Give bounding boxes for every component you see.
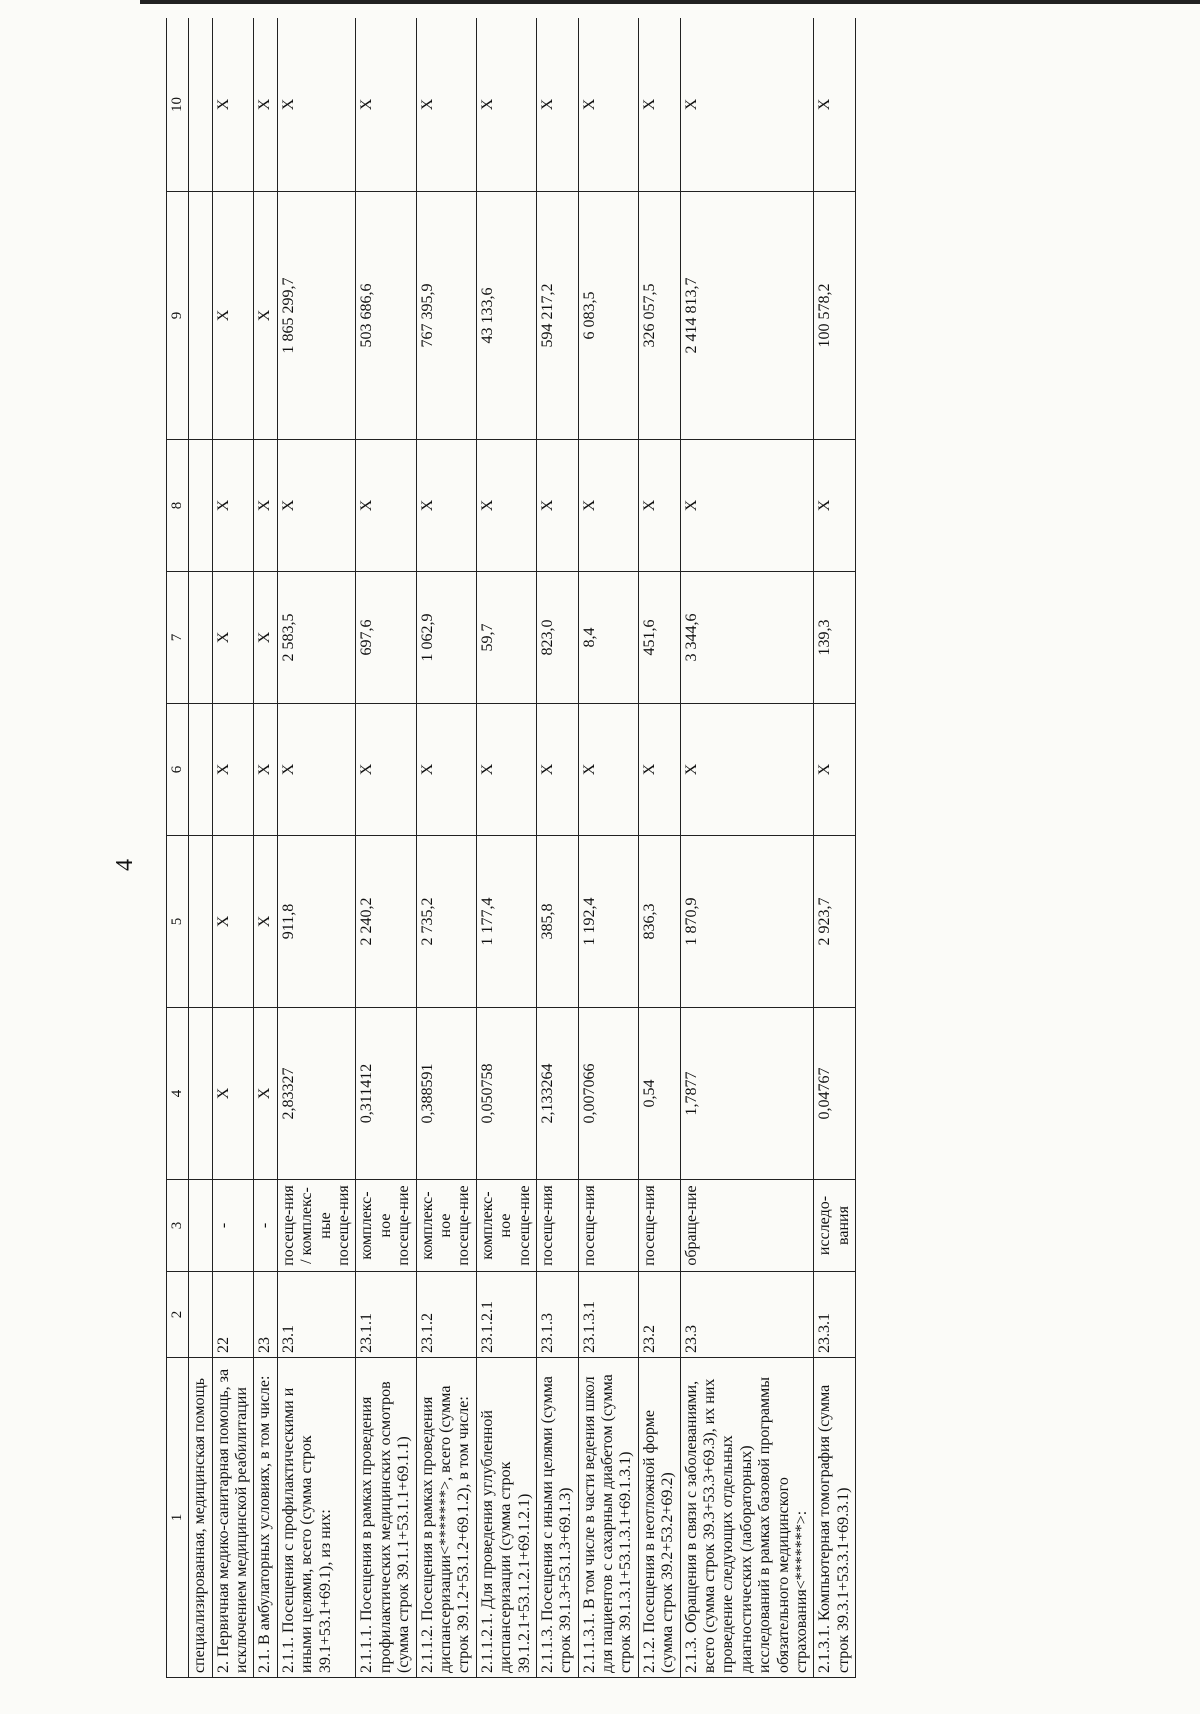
row-code: 23.1.2.1 <box>476 1272 536 1358</box>
row-name: 2.1.1.3.1. В том числе в части ведения школ для пациентов с сахарным диабетом (сумма строк 39.1.3.1+53.1.3.1+69.1.3.1) <box>578 1358 638 1678</box>
col9-value: 6 083,5 <box>578 192 638 440</box>
row-unit: посеще-ния / комплекс-ные посеще-ния <box>277 1180 356 1272</box>
col5-value: 1 177,4 <box>476 836 536 1008</box>
row-name: 2.1.2. Посещения в неотложной форме (сумма строк 39.2+53.2+69.2) <box>638 1358 680 1678</box>
row-code: 23.1.3.1 <box>578 1272 638 1358</box>
col4-value: 1,7877 <box>680 1008 814 1180</box>
col5-value: 2 923,7 <box>814 836 856 1008</box>
table-row <box>212 18 254 1678</box>
col6-value: Х <box>212 704 254 836</box>
col6-value: Х <box>356 704 416 836</box>
col9-value: 503 686,6 <box>356 192 416 440</box>
col10-value: Х <box>416 18 476 192</box>
column-numbers-row <box>167 18 189 1678</box>
row-name: 2. Первичная медико-санитарная помощь, за исключением медицинской реабилитации <box>212 1358 254 1678</box>
row-unit: посеще-ния <box>536 1180 578 1272</box>
row-unit: - <box>212 1180 254 1272</box>
row-code: 23.1 <box>277 1272 356 1358</box>
col8-value: Х <box>416 440 476 572</box>
row-unit: комплекс-ное посеще-ние <box>356 1180 416 1272</box>
col7-value: 59,7 <box>476 572 536 704</box>
col7-value: 8,4 <box>578 572 638 704</box>
table-row <box>356 18 416 1678</box>
col6-value: Х <box>476 704 536 836</box>
col8-value: Х <box>578 440 638 572</box>
col10-value: Х <box>212 18 254 192</box>
col-header: 4 <box>167 1008 189 1180</box>
row-name: 2.1.3. Обращения в связи с заболеваниями, всего (сумма строк 39.3+53.3+69.3), их них проведение следующих отдельных диагностических (лабораторных) исследований в рамках базовой программы обязательного медицинского страхования<*******>: <box>680 1358 814 1678</box>
table-row <box>680 18 814 1678</box>
row-code: 23.1.2 <box>416 1272 476 1358</box>
col9-value: 2 414 813,7 <box>680 192 814 440</box>
col8-value: Х <box>536 440 578 572</box>
col10-value: Х <box>638 18 680 192</box>
col4-value: 0,54 <box>638 1008 680 1180</box>
col5-value: 911,8 <box>277 836 356 1008</box>
col5-value: 385,8 <box>536 836 578 1008</box>
col7-value: Х <box>254 572 277 704</box>
col4-value: Х <box>254 1008 277 1180</box>
row-code: 23.3.1 <box>814 1272 856 1358</box>
row-code: 23.2 <box>638 1272 680 1358</box>
row-name: 2.1.1.2. Посещения в рамках проведения диспансеризации<*******>, всего (сумма строк 39.1.2+53.1.2+69.1.2), в том числе: <box>416 1358 476 1678</box>
row-unit: обраще-ние <box>680 1180 814 1272</box>
rotated-table-area <box>166 18 1200 1678</box>
col9-value: Х <box>254 192 277 440</box>
col5-value: Х <box>254 836 277 1008</box>
col5-value: Х <box>212 836 254 1008</box>
col6-value: Х <box>680 704 814 836</box>
col9-value: 1 865 299,7 <box>277 192 356 440</box>
col8-value: Х <box>356 440 416 572</box>
table-row <box>578 18 638 1678</box>
col7-value: Х <box>212 572 254 704</box>
col4-value: 0,04767 <box>814 1008 856 1180</box>
col4-value: 0,311412 <box>356 1008 416 1180</box>
col9-value: Х <box>212 192 254 440</box>
row-name: 2.1.1.3. Посещения с иными целями (сумма строк 39.1.3+53.1.3+69.1.3) <box>536 1358 578 1678</box>
col6-value: Х <box>638 704 680 836</box>
page-top-rule <box>140 0 1200 4</box>
row-unit: - <box>254 1180 277 1272</box>
col-header: 1 <box>167 1358 189 1678</box>
col4-value: Х <box>212 1008 254 1180</box>
col4-value: 0,388591 <box>416 1008 476 1180</box>
row-name: 2.1. В амбулаторных условиях, в том числе: <box>254 1358 277 1678</box>
row-name: 2.1.1.2.1. Для проведения углубленной диспансеризации (сумма строк 39.1.2.1+53.1.2.1+69.1.2.1) <box>476 1358 536 1678</box>
col9-value: 767 395,9 <box>416 192 476 440</box>
row-name: 2.1.1. Посещения с профилактическими и иными целями, всего (сумма строк 39.1+53.1+69.1), из них: <box>277 1358 356 1678</box>
continuation-row <box>189 18 212 1678</box>
table-container <box>166 18 1200 1678</box>
row-code: 23.3 <box>680 1272 814 1358</box>
col10-value: Х <box>814 18 856 192</box>
row-code: 22 <box>212 1272 254 1358</box>
col10-value: Х <box>277 18 356 192</box>
col4-value: 0,007066 <box>578 1008 638 1180</box>
cost-table <box>166 18 856 1678</box>
row-code: 23.1.3 <box>536 1272 578 1358</box>
row-unit: посеще-ния <box>638 1180 680 1272</box>
col9-value: 43 133,6 <box>476 192 536 440</box>
row-name: 2.1.3.1. Компьютерная томография (сумма строк 39.3.1+53.3.1+69.3.1) <box>814 1358 856 1678</box>
col-header: 6 <box>167 704 189 836</box>
col-header: 10 <box>167 18 189 192</box>
col7-value: 1 062,9 <box>416 572 476 704</box>
col10-value: Х <box>254 18 277 192</box>
col10-value: Х <box>578 18 638 192</box>
col9-value: 326 057,5 <box>638 192 680 440</box>
col-header: 2 <box>167 1272 189 1358</box>
col7-value: 2 583,5 <box>277 572 356 704</box>
col5-value: 2 735,2 <box>416 836 476 1008</box>
col6-value: Х <box>254 704 277 836</box>
col8-value: Х <box>814 440 856 572</box>
col-header: 8 <box>167 440 189 572</box>
col8-value: Х <box>254 440 277 572</box>
row-code: 23 <box>254 1272 277 1358</box>
col8-value: Х <box>212 440 254 572</box>
col5-value: 2 240,2 <box>356 836 416 1008</box>
col-header: 3 <box>167 1180 189 1272</box>
row-unit: исследо-вания <box>814 1180 856 1272</box>
col9-value: 100 578,2 <box>814 192 856 440</box>
table-row <box>416 18 476 1678</box>
table-row <box>814 18 856 1678</box>
col-header: 7 <box>167 572 189 704</box>
col6-value: Х <box>277 704 356 836</box>
col7-value: 139,3 <box>814 572 856 704</box>
table-row <box>476 18 536 1678</box>
col6-value: Х <box>578 704 638 836</box>
col6-value: Х <box>536 704 578 836</box>
col7-value: 823,0 <box>536 572 578 704</box>
col8-value: Х <box>476 440 536 572</box>
col7-value: 3 344,6 <box>680 572 814 704</box>
continuation-text: специализированная, медицинская помощь <box>189 1358 212 1678</box>
col6-value: Х <box>416 704 476 836</box>
col8-value: Х <box>638 440 680 572</box>
col6-value: Х <box>814 704 856 836</box>
row-unit: комплекс-ное посеще-ние <box>476 1180 536 1272</box>
row-unit: посеще-ния <box>578 1180 638 1272</box>
col7-value: 451,6 <box>638 572 680 704</box>
page-number: 4 <box>111 859 138 871</box>
col-header: 5 <box>167 836 189 1008</box>
table-row <box>536 18 578 1678</box>
col5-value: 836,3 <box>638 836 680 1008</box>
col4-value: 0,050758 <box>476 1008 536 1180</box>
col4-value: 2,133264 <box>536 1008 578 1180</box>
col5-value: 1 192,4 <box>578 836 638 1008</box>
col8-value: Х <box>277 440 356 572</box>
col5-value: 1 870,9 <box>680 836 814 1008</box>
col10-value: Х <box>536 18 578 192</box>
col-header: 9 <box>167 192 189 440</box>
col10-value: Х <box>356 18 416 192</box>
col8-value: Х <box>680 440 814 572</box>
row-code: 23.1.1 <box>356 1272 416 1358</box>
col10-value: Х <box>680 18 814 192</box>
row-unit: комплекс-ное посеще-ние <box>416 1180 476 1272</box>
table-row <box>277 18 356 1678</box>
table-row <box>254 18 277 1678</box>
col10-value: Х <box>476 18 536 192</box>
row-name: 2.1.1.1. Посещения в рамках проведения профилактических медицинских осмотров (сумма строк 39.1.1+53.1.1+69.1.1) <box>356 1358 416 1678</box>
col4-value: 2,83327 <box>277 1008 356 1180</box>
table-row <box>638 18 680 1678</box>
col9-value: 594 217,2 <box>536 192 578 440</box>
col7-value: 697,6 <box>356 572 416 704</box>
